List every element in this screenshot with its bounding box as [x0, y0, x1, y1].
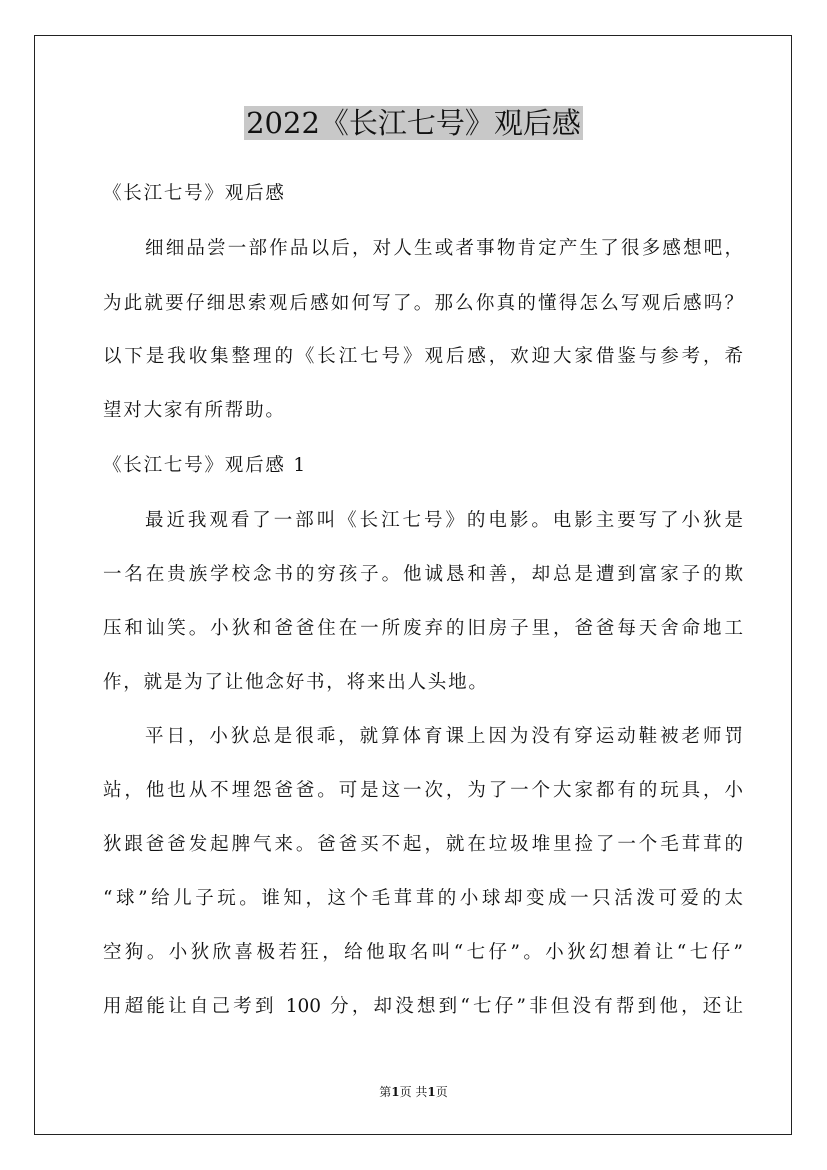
document-title: 2022《长江七号》观后感 [246, 106, 581, 140]
subtitle: 《长江七号》观后感 [103, 183, 286, 204]
paragraph-line: 站，他也从不埋怨爸爸。可是这一次，为了一个大家都有的玩具，小 [103, 780, 743, 801]
paragraph-line: 狄跟爸爸发起脾气来。爸爸买不起，就在垃圾堆里捡了一个毛茸茸的 [103, 834, 743, 855]
page-current-number: 1 [391, 1085, 400, 1099]
paragraph-line: 最近我观看了一部叫《长江七号》的电影。电影主要写了小狄是 [145, 510, 743, 531]
page-suffix: 页 [435, 1085, 448, 1099]
intro-line: 望对大家有所帮助。 [103, 400, 286, 421]
paragraph-line: 平日，小狄总是很乖，就算体育课上因为没有穿运动鞋被老师罚 [145, 726, 743, 747]
paragraph-line: 用超能让自己考到 100 分，却没想到“七仔”非但没有帮到他，还让 [103, 996, 743, 1017]
page-total-number: 1 [427, 1085, 436, 1099]
intro-line: 为此就要仔细思索观后感如何写了。那么你真的懂得怎么写观后感吗？ [103, 293, 743, 314]
page-prefix: 第 [379, 1085, 392, 1099]
page-footer [0, 1084, 827, 1100]
section-heading: 《长江七号》观后感 1 [103, 455, 307, 476]
paragraph-line: 一名在贵族学校念书的穷孩子。他诚恳和善，却总是遭到富家子的欺 [103, 564, 743, 585]
intro-line: 以下是我收集整理的《长江七号》观后感，欢迎大家借鉴与参考，希 [103, 346, 743, 367]
intro-line: 细细品尝一部作品以后，对人生或者事物肯定产生了很多感想吧， [145, 238, 743, 259]
paragraph-line: 压和讪笑。小狄和爸爸住在一所废弃的旧房子里，爸爸每天舍命地工 [103, 618, 743, 639]
paragraph-line: “球”给儿子玩。谁知，这个毛茸茸的小球却变成一只活泼可爱的太 [103, 888, 743, 909]
page-mid: 页 共 [399, 1085, 428, 1099]
paragraph-line: 空狗。小狄欣喜极若狂，给他取名叫“七仔”。小狄幻想着让“七仔” [103, 942, 743, 963]
paragraph-line: 作，就是为了让他念好书，将来出人头地。 [103, 672, 489, 693]
